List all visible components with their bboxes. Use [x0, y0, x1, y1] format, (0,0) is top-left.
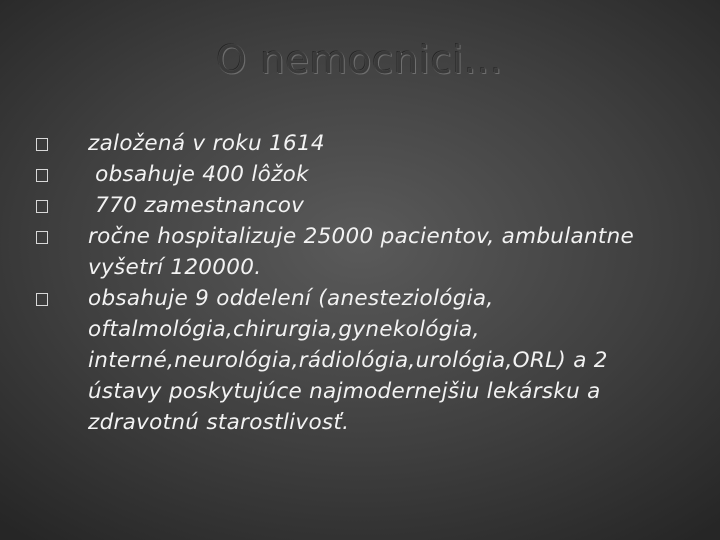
bullet-item-founded — [36, 128, 686, 159]
bullet-item-patients — [36, 221, 686, 283]
bullet-item-beds — [36, 159, 686, 190]
bullet-square-icon — [36, 293, 48, 306]
bullet-item-departments — [36, 283, 686, 438]
bullet-text: obsahuje 400 lôžok — [88, 162, 309, 187]
bullet-text: ročne hospitalizuje 25000 pacientov, ambulantne vyšetrí 120000. — [88, 224, 635, 280]
bullet-text: obsahuje 9 oddelení (anesteziológia, oftalmológia,chirurgia,gynekológia, interné,neurológia,rádiológia,urológia,ORL) a 2 ústavy poskytujúce najmodernejšiu lekársku a zdravotnú starostlivosť. — [88, 286, 608, 435]
bullet-text: založená v roku 1614 — [88, 131, 325, 156]
bullet-text: 770 zamestnancov — [88, 193, 305, 218]
bullet-square-icon — [36, 231, 48, 244]
bullet-item-employees — [36, 190, 686, 221]
bullet-square-icon — [36, 138, 48, 151]
bullet-list — [36, 128, 686, 438]
bullet-square-icon — [36, 200, 48, 213]
bullet-square-icon — [36, 169, 48, 182]
slide-title: O nemocnici... — [216, 38, 504, 82]
